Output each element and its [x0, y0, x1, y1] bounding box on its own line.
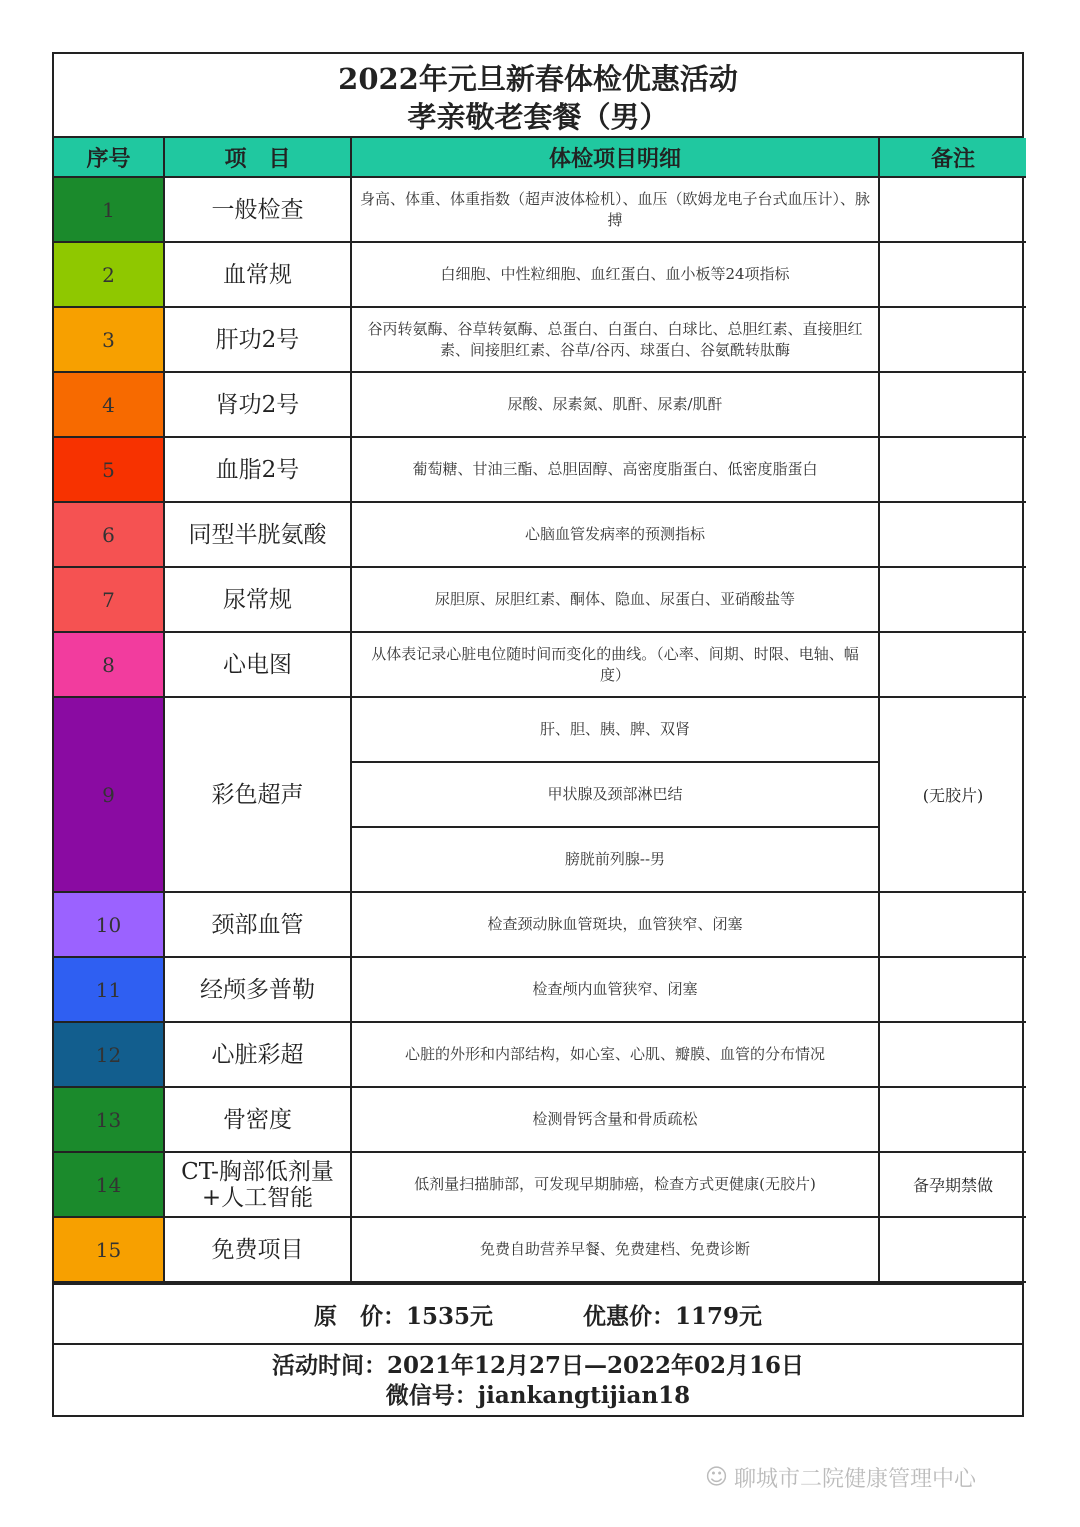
item-note [879, 177, 1026, 242]
item-name: 同型半胱氨酸 [164, 502, 351, 567]
item-name: 一般检查 [164, 177, 351, 242]
row-number: 12 [54, 1022, 164, 1087]
table-row [54, 307, 1026, 372]
table-row [54, 892, 1026, 957]
item-note [879, 1022, 1026, 1087]
item-detail: 心脏的外形和内部结构，如心室、心肌、瓣膜、血管的分布情况 [351, 1022, 879, 1087]
item-note [879, 437, 1026, 502]
discount-price: 优惠价：1179元 [583, 1302, 763, 1330]
watermark-text: 聊城市二院健康管理中心 [733, 1467, 976, 1492]
table-row [54, 437, 1026, 502]
wechat-logo-icon: ☺ [705, 1465, 728, 1490]
item-name: 尿常规 [164, 567, 351, 632]
item-detail: 身高、体重、体重指数（超声波体检机）、血压（欧姆龙电子台式血压计）、脉搏 [351, 177, 879, 242]
table-header [54, 138, 1026, 177]
item-detail: 检测骨钙含量和骨质疏松 [351, 1087, 879, 1152]
item-note: 备孕期禁做 [879, 1152, 1026, 1217]
item-name: 颈部血管 [164, 892, 351, 957]
item-name: 免费项目 [164, 1217, 351, 1282]
header-num: 序号 [54, 138, 164, 177]
table-row [54, 372, 1026, 437]
row-number: 4 [54, 372, 164, 437]
item-note [879, 1217, 1026, 1282]
item-name: 血常规 [164, 242, 351, 307]
table-row [54, 1217, 1026, 1282]
row-number: 3 [54, 307, 164, 372]
table-row [54, 502, 1026, 567]
item-detail: 检查颈动脉血管斑块，血管狭窄、闭塞 [351, 892, 879, 957]
item-detail: 免费自助营养早餐、免费建档、免费诊断 [351, 1217, 879, 1282]
item-name: CT-胸部低剂量+人工智能 [164, 1152, 351, 1217]
item-note [879, 502, 1026, 567]
items-table [54, 138, 1026, 1283]
table-row [54, 1087, 1026, 1152]
item-note [879, 307, 1026, 372]
item-detail: 检查颅内血管狭窄、闭塞 [351, 957, 879, 1022]
item-name: 心脏彩超 [164, 1022, 351, 1087]
title-line-1: 2022年元旦新春体检优惠活动 [338, 62, 738, 96]
table-row [54, 1022, 1026, 1087]
item-detail: 尿酸、尿素氮、肌酐、尿素/肌酐 [351, 372, 879, 437]
sheet-title [54, 54, 1022, 138]
row-number: 5 [54, 437, 164, 502]
table-row [54, 177, 1026, 242]
table-row [54, 242, 1026, 307]
item-detail: 谷丙转氨酶、谷草转氨酶、总蛋白、白蛋白、白球比、总胆红素、直接胆红素、间接胆红素、谷草/谷丙、球蛋白、谷氨酰转肽酶 [351, 307, 879, 372]
activity-period: 活动时间：2021年12月27日—2022年02月16日 [271, 1352, 805, 1379]
item-name: 肝功2号 [164, 307, 351, 372]
item-note: (无胶片) [879, 697, 1026, 892]
table-row [54, 697, 1026, 762]
row-number: 6 [54, 502, 164, 567]
item-detail: 尿胆原、尿胆红素、酮体、隐血、尿蛋白、亚硝酸盐等 [351, 567, 879, 632]
item-note [879, 957, 1026, 1022]
item-detail: 葡萄糖、甘油三酯、总胆固醇、高密度脂蛋白、低密度脂蛋白 [351, 437, 879, 502]
row-number: 10 [54, 892, 164, 957]
row-number: 14 [54, 1152, 164, 1217]
wechat-id: 微信号：jiankangtijian18 [385, 1382, 691, 1409]
table-row [54, 1152, 1026, 1217]
item-detail: 膀胱前列腺--男 [351, 827, 879, 892]
item-name: 经颅多普勒 [164, 957, 351, 1022]
table-row [54, 567, 1026, 632]
item-name: 肾功2号 [164, 372, 351, 437]
item-detail: 甲状腺及颈部淋巴结 [351, 762, 879, 827]
item-note [879, 567, 1026, 632]
watermark [705, 1462, 976, 1493]
row-number: 7 [54, 567, 164, 632]
item-name: 心电图 [164, 632, 351, 697]
item-name: 骨密度 [164, 1087, 351, 1152]
row-number: 15 [54, 1217, 164, 1282]
price-row [54, 1283, 1022, 1343]
row-number: 9 [54, 697, 164, 892]
table-row [54, 957, 1026, 1022]
header-detail: 体检项目明细 [351, 138, 879, 177]
item-note [879, 1087, 1026, 1152]
item-name: 彩色超声 [164, 697, 351, 892]
item-note [879, 242, 1026, 307]
original-price: 原 价：1535元 [313, 1302, 493, 1330]
item-detail: 心脑血管发病率的预测指标 [351, 502, 879, 567]
item-detail: 低剂量扫描肺部，可发现早期肺癌，检查方式更健康(无胶片) [351, 1152, 879, 1217]
item-detail: 肝、胆、胰、脾、双肾 [351, 697, 879, 762]
item-note [879, 892, 1026, 957]
item-detail: 白细胞、中性粒细胞、血红蛋白、血小板等24项指标 [351, 242, 879, 307]
item-note [879, 372, 1026, 437]
header-name: 项 目 [164, 138, 351, 177]
footer [54, 1343, 1022, 1415]
item-name: 血脂2号 [164, 437, 351, 502]
package-sheet [52, 52, 1024, 1417]
item-detail: 从体表记录心脏电位随时间而变化的曲线。（心率、间期、时限、电轴、幅度） [351, 632, 879, 697]
table-row [54, 632, 1026, 697]
item-note [879, 632, 1026, 697]
row-number: 1 [54, 177, 164, 242]
row-number: 2 [54, 242, 164, 307]
header-note: 备注 [879, 138, 1026, 177]
row-number: 8 [54, 632, 164, 697]
row-number: 11 [54, 957, 164, 1022]
row-number: 13 [54, 1087, 164, 1152]
title-line-2: 孝亲敬老套餐（男） [407, 100, 669, 134]
